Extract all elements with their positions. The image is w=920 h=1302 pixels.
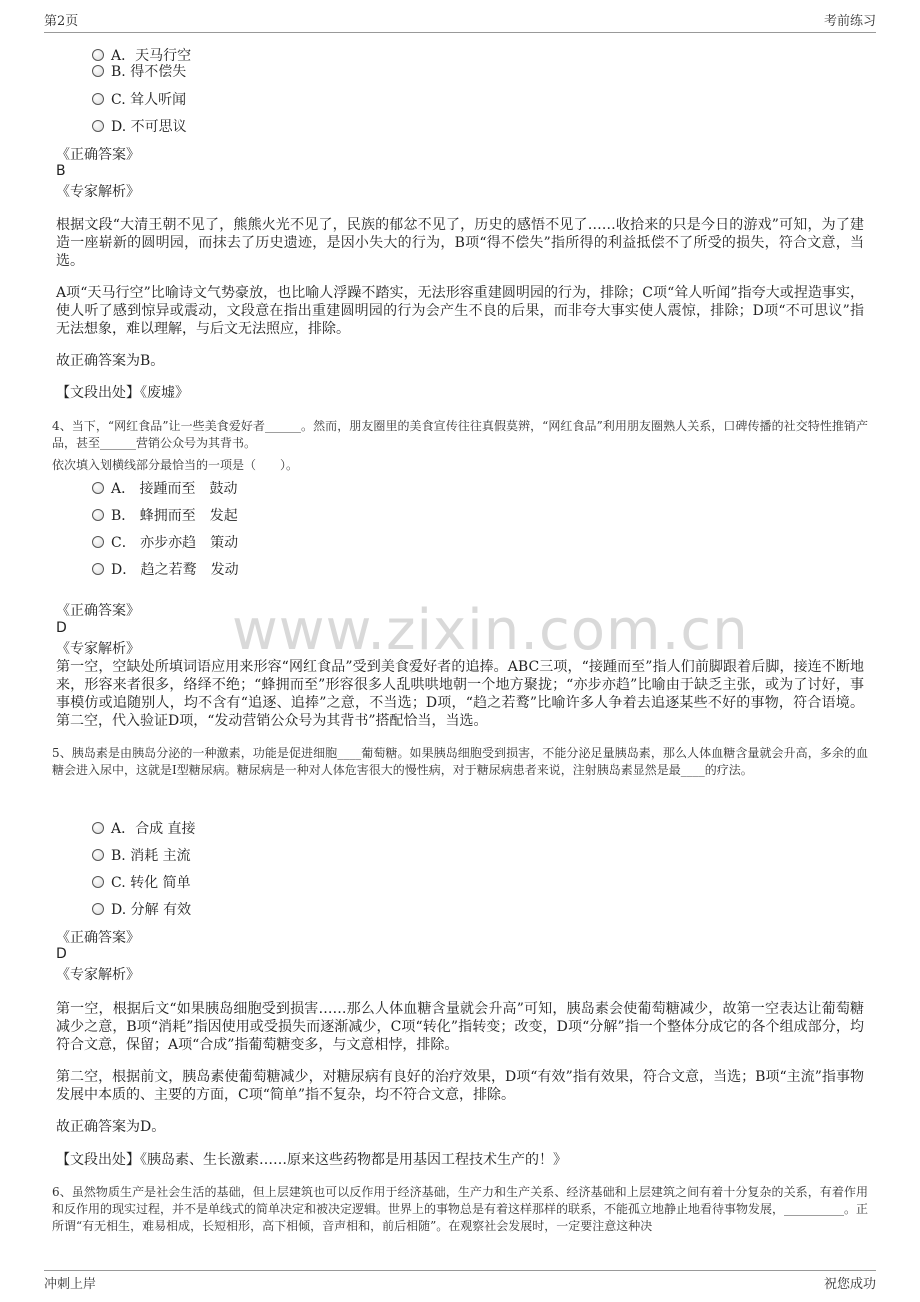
footer-divider: [44, 1270, 876, 1271]
header-divider: [44, 32, 876, 33]
analysis-paragraph: 第二空，根据前文，胰岛素使葡萄糖减少，对糖尿病有良好的治疗效果，D项“有效”指有效果，符合文意，当选；B项“主流”指事物发展中本质的、主要的方面，C项“简单”指不复杂，均不符合文意，排除。: [56, 1069, 864, 1103]
answer-value: B: [56, 163, 66, 179]
radio-icon[interactable]: [92, 49, 104, 61]
q5-option-d[interactable]: D. 分解 有效: [92, 901, 191, 919]
q3-option-c[interactable]: C. 耸人听闻: [92, 91, 186, 109]
analysis-paragraph: 第一空，空缺处所填词语应用来形容“网红食品”受到美食爱好者的追捧。ABC三项，“接踵而至”指人们前脚跟着后脚，接连不断地来，形容来者很多，络绎不绝；“蜂拥而至”形容很多人乱哄哄地朝一个地方聚拢；“亦步亦趋”比喻由于缺乏主张，或为了讨好，事事模仿或追随别人，均不含有“追逐、追捧”之意，不当选；D项，“趋之若鹜”比喻许多人争着去追逐某些不好的事物，符合语境。第二空，代入验证D项，“发动营销公众号为其背书”搭配恰当，当选。: [56, 659, 864, 729]
analysis-label: 《专家解析》: [56, 641, 140, 657]
radio-icon[interactable]: [92, 563, 104, 575]
header-title: 考前练习: [823, 14, 876, 29]
conclusion: 故正确答案为D。: [56, 1119, 166, 1135]
q4-option-d[interactable]: D． 趋之若鹜 发动: [92, 561, 239, 579]
question-text: 5、胰岛素是由胰岛分泌的一种激素，功能是促进细胞____葡萄糖。如果胰岛细胞受到损害，不能分泌足量胰岛素，那么人体血糖含量就会升高，多余的血糖会进入尿中，这就是I型糖尿病。糖尿病是一种对人体危害很大的慢性病，对于糖尿病患者来说，注射胰岛素显然是最____的疗法。: [52, 746, 868, 777]
q5-option-b[interactable]: B. 消耗 主流: [92, 847, 191, 865]
radio-icon[interactable]: [92, 876, 104, 888]
page-header: [44, 10, 876, 30]
source: 【文段出处】《胰岛素、生长激素……原来这些药物都是用基因工程技术生产的！》: [56, 1152, 567, 1168]
question-instruction: 依次填入划横线部分最恰当的一项是（ ）。: [52, 458, 299, 472]
q3-option-a[interactable]: A．天马行空: [92, 47, 191, 65]
page-number: 第2页: [44, 14, 79, 29]
q3-option-b[interactable]: B. 得不偿失: [92, 63, 186, 81]
answer-label: 《正确答案》: [56, 147, 140, 163]
q3-option-d[interactable]: D. 不可思议: [92, 118, 187, 136]
watermark: www.zixin.com.cn: [232, 598, 749, 663]
analysis-paragraph: A项“天马行空”比喻诗文气势豪放，也比喻人浮躁不踏实，无法形容重建圆明园的行为，排除；C项“耸人听闻”指夸大或捏造事实，使人听了感到惊异或震动，文段意在指出重建圆明园的行为会产生不良的后果，而非夸大事实使人震惊，排除；D项“不可思议”指无法想象，难以理解，与后文无法照应，排除。: [56, 285, 864, 337]
analysis-paragraph: 第一空，根据后文“如果胰岛细胞受到损害……那么人体血糖含量就会升高”可知，胰岛素会使葡萄糖减少，故第一空表达让葡萄糖减少之意，B项“消耗”指因使用或受损失而逐渐减少，C项“转化”指转变；改变，D项“分解”指一个整体分成它的各个组成部分，均符合文意，保留；A项“合成”指葡萄糖变多，与文意相悖，排除。: [56, 1001, 864, 1053]
radio-icon[interactable]: [92, 93, 104, 105]
answer-label: 《正确答案》: [56, 603, 140, 619]
answer-value: D: [56, 946, 67, 962]
radio-icon[interactable]: [92, 509, 104, 521]
q4-option-c[interactable]: C． 亦步亦趋 策动: [92, 534, 238, 552]
footer-left: 冲刺上岸: [44, 1277, 97, 1292]
radio-icon[interactable]: [92, 482, 104, 494]
q4-option-a[interactable]: A． 接踵而至 鼓动: [92, 480, 238, 498]
footer-right: 祝您成功: [823, 1277, 876, 1292]
q4-option-b[interactable]: B． 蜂拥而至 发起: [92, 507, 238, 525]
answer-label: 《正确答案》: [56, 930, 140, 946]
question-text: 4、当下，“网红食品”让一些美食爱好者______。然而，朋友圈里的美食宣传往往真假莫辨，“网红食品”利用朋友圈熟人关系，口碑传播的社交特性推销产品，甚至______营销公众号为其背书。: [52, 419, 868, 450]
question-text: 6、虽然物质生产是社会生活的基础，但上层建筑也可以反作用于经济基础，生产力和生产关系、经济基础和上层建筑之间有着十分复杂的关系，有着作用和反作用的现实过程，并不是单线式的简单决定和被决定逻辑。世界上的事物总是有着这样那样的联系，不能孤立地静止地看待事物发展，__________。正所谓“有无相生，难易相成，长短相形，高下相倾，音声相和，前后相随”。在观察社会发展时，一定要注意这种决: [52, 1185, 869, 1233]
answer-value: D: [56, 620, 67, 636]
q5-option-a[interactable]: A．合成 直接: [92, 820, 196, 838]
radio-icon[interactable]: [92, 822, 104, 834]
radio-icon[interactable]: [92, 65, 104, 77]
analysis-label: 《专家解析》: [56, 184, 140, 200]
radio-icon[interactable]: [92, 536, 104, 548]
radio-icon[interactable]: [92, 849, 104, 861]
analysis-label: 《专家解析》: [56, 967, 140, 983]
source: 【文段出处】《废墟》: [56, 385, 189, 401]
radio-icon[interactable]: [92, 120, 104, 132]
q5-option-c[interactable]: C. 转化 简单: [92, 874, 191, 892]
radio-icon[interactable]: [92, 903, 104, 915]
conclusion: 故正确答案为B。: [56, 353, 165, 369]
analysis-paragraph: 根据文段“大清王朝不见了，熊熊火光不见了，民族的郁忿不见了，历史的感悟不见了……收拾来的只是今日的游戏”可知，为了建造一座崭新的圆明园，而抹去了历史遗迹，是因小失大的行为，B项“得不偿失”指所得的利益抵偿不了所受的损失，符合文意，当选。: [56, 217, 864, 269]
